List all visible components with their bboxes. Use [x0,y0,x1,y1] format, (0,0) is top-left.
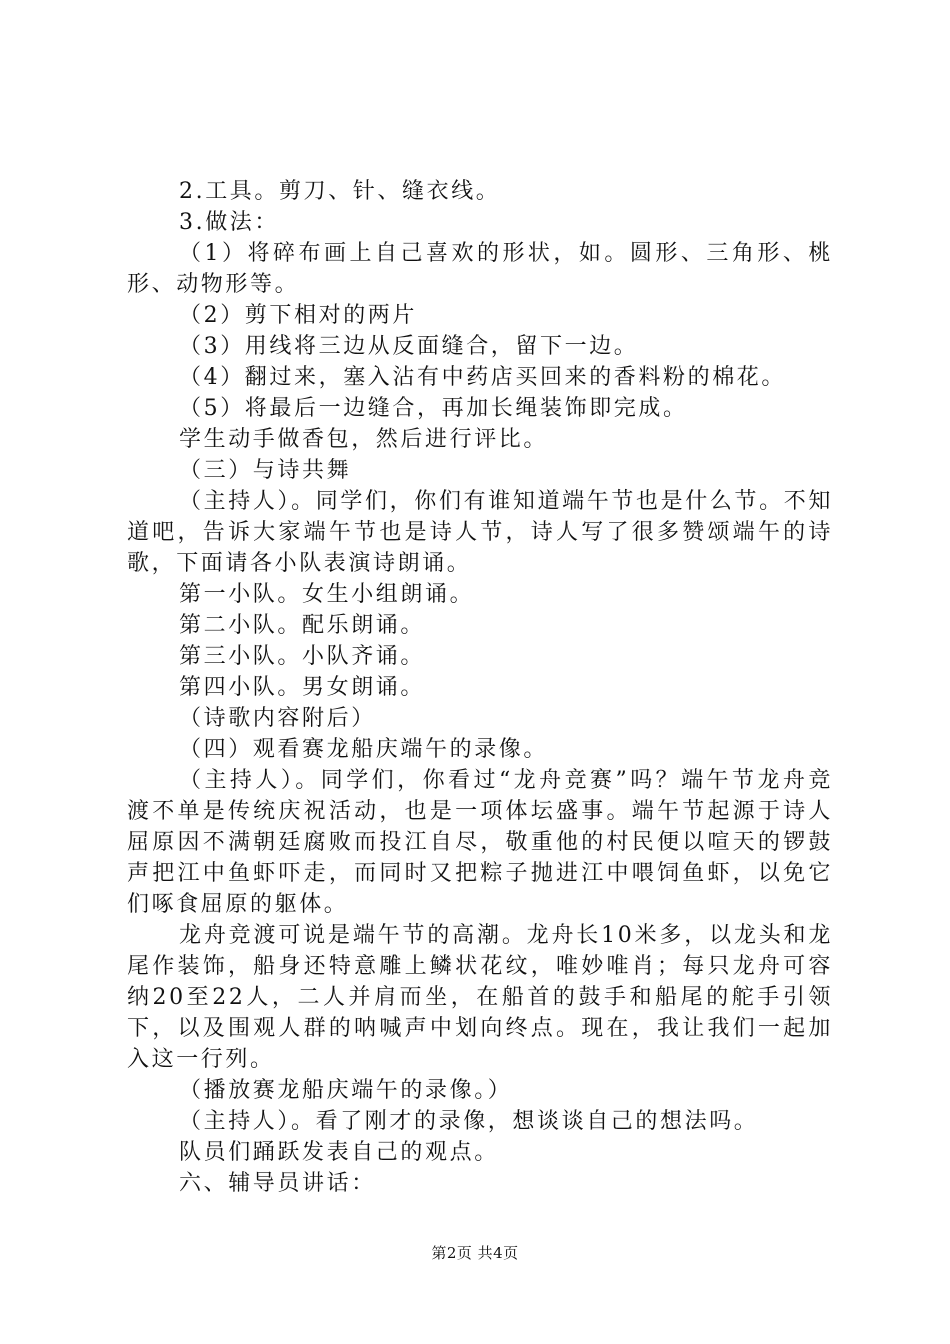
paragraph: 第三小队。小队齐诵。 [179,644,426,669]
page-number-label: 第2页 共4页 [431,1244,519,1262]
paragraph: 3.做法： [179,210,279,235]
paragraph: （主持人）。同学们，你看过“龙舟竞赛”吗？端午节龙舟竞渡不单是传统庆祝活动，也是一项体坛盛事。端午节起源于诗人屈原因不满朝廷腐败而投江自尽，敬重他的村民便以喧天的锣鼓声把江中鱼虾吓走，而同时又把粽子抛进江中喂饲鱼虾，以免它们啄食屈原的躯体。 [127,768,833,917]
paragraph: 学生动手做香包，然后进行评比。 [179,427,549,452]
paragraph: 龙舟竞渡可说是端午节的高潮。龙舟长10米多，以龙头和龙尾作装饰，船身还特意雕上鳞状花纹，唯妙唯肖；每只龙舟可容纳20至22人，二人并肩而坐，在船首的鼓手和船尾的舵手引领下，以及围观人群的呐喊声中划向终点。现在，我让我们一起加入这一行列。 [127,923,833,1072]
paragraph: （1）将碎布画上自己喜欢的形状，如。圆形、三角形、桃形、动物形等。 [127,241,833,297]
paragraph: 2.工具。剪刀、针、缝衣线。 [179,179,501,204]
section-heading: （四）观看赛龙船庆端午的录像。 [179,737,549,762]
page-footer [0,1242,950,1263]
paragraph: （4）翻过来，塞入沾有中药店买回来的香料粉的棉花。 [179,365,786,390]
paragraph: 第四小队。男女朗诵。 [179,675,426,700]
paragraph: （诗歌内容附后） [179,706,376,731]
paragraph: （2）剪下相对的两片 [179,303,417,328]
section-heading: （三）与诗共舞 [179,458,352,483]
paragraph: （3）用线将三边从反面缝合，留下一边。 [179,334,639,359]
paragraph: （5）将最后一边缝合，再加长绳装饰即完成。 [179,396,688,421]
paragraph: 第一小队。女生小组朗诵。 [179,582,475,607]
paragraph: （主持人）。同学们，你们有谁知道端午节也是什么节。不知道吧，告诉大家端午节也是诗人节，诗人写了很多赞颂端午的诗歌，下面请各小队表演诗朗诵。 [127,489,833,576]
paragraph: （播放赛龙船庆端午的录像。） [179,1078,513,1103]
document-body [127,176,833,1199]
paragraph: 队员们踊跃发表自己的观点。 [179,1140,499,1165]
paragraph: （主持人）。看了刚才的录像，想谈谈自己的想法吗。 [179,1109,759,1134]
section-heading: 六、辅导员讲话： [179,1171,376,1196]
paragraph: 第二小队。配乐朗诵。 [179,613,426,638]
